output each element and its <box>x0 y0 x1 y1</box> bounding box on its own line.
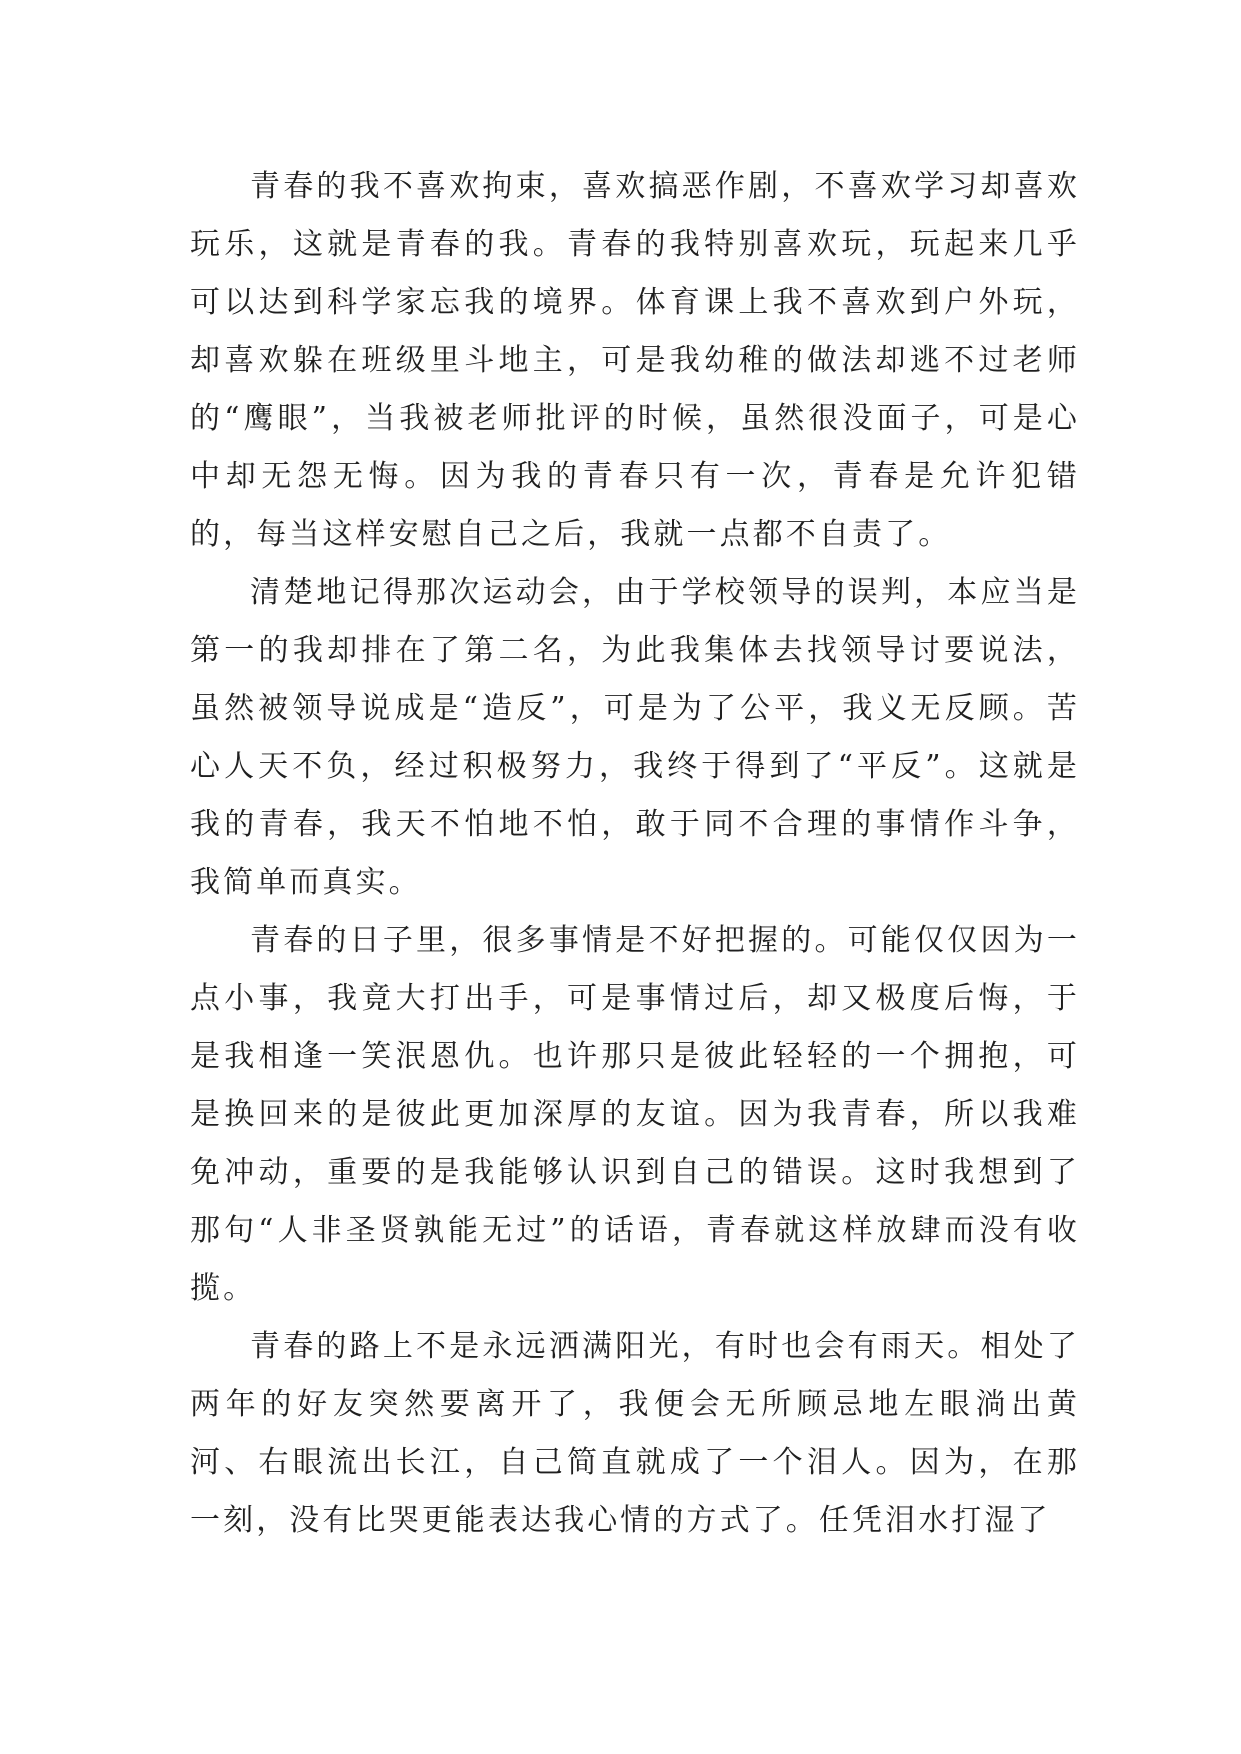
paragraph-2: 清楚地记得那次运动会，由于学校领导的误判，本应当是第一的我却排在了第二名，为此我集体去找领导讨要说法，虽然被领导说成是“造反”，可是为了公平，我义无反顾。苦心人天不负，经过积极努力，我终于得到了“平反”。这就是我的青春，我天不怕地不怕，敢于同不合理的事情作斗争，我简单而真实。 <box>190 575 1080 900</box>
document-body <box>190 158 1080 1550</box>
paragraph-1: 青春的我不喜欢拘束，喜欢搞恶作剧，不喜欢学习却喜欢玩乐，这就是青春的我。青春的我特别喜欢玩，玩起来几乎可以达到科学家忘我的境界。体育课上我不喜欢到户外玩，却喜欢躲在班级里斗地主，可是我幼稚的做法却逃不过老师的“鹰眼”，当我被老师批评的时候，虽然很没面子，可是心中却无怨无悔。因为我的青春只有一次，青春是允许犯错的，每当这样安慰自己之后，我就一点都不自责了。 <box>190 169 1080 552</box>
paragraph-4: 青春的路上不是永远洒满阳光，有时也会有雨天。相处了两年的好友突然要离开了，我便会无所顾忌地左眼淌出黄河、右眼流出长江，自己简直就成了一个泪人。因为，在那一刻，没有比哭更能表达我心情的方式了。任凭泪水打湿了 <box>190 1329 1080 1538</box>
paragraph-3: 青春的日子里，很多事情是不好把握的。可能仅仅因为一点小事，我竟大打出手，可是事情过后，却又极度后悔，于是我相逢一笑泯恩仇。也许那只是彼此轻轻的一个拥抱，可是换回来的是彼此更加深厚的友谊。因为我青春，所以我难免冲动，重要的是我能够认识到自己的错误。这时我想到了那句“人非圣贤孰能无过”的话语，青春就这样放肆而没有收揽。 <box>190 923 1080 1306</box>
